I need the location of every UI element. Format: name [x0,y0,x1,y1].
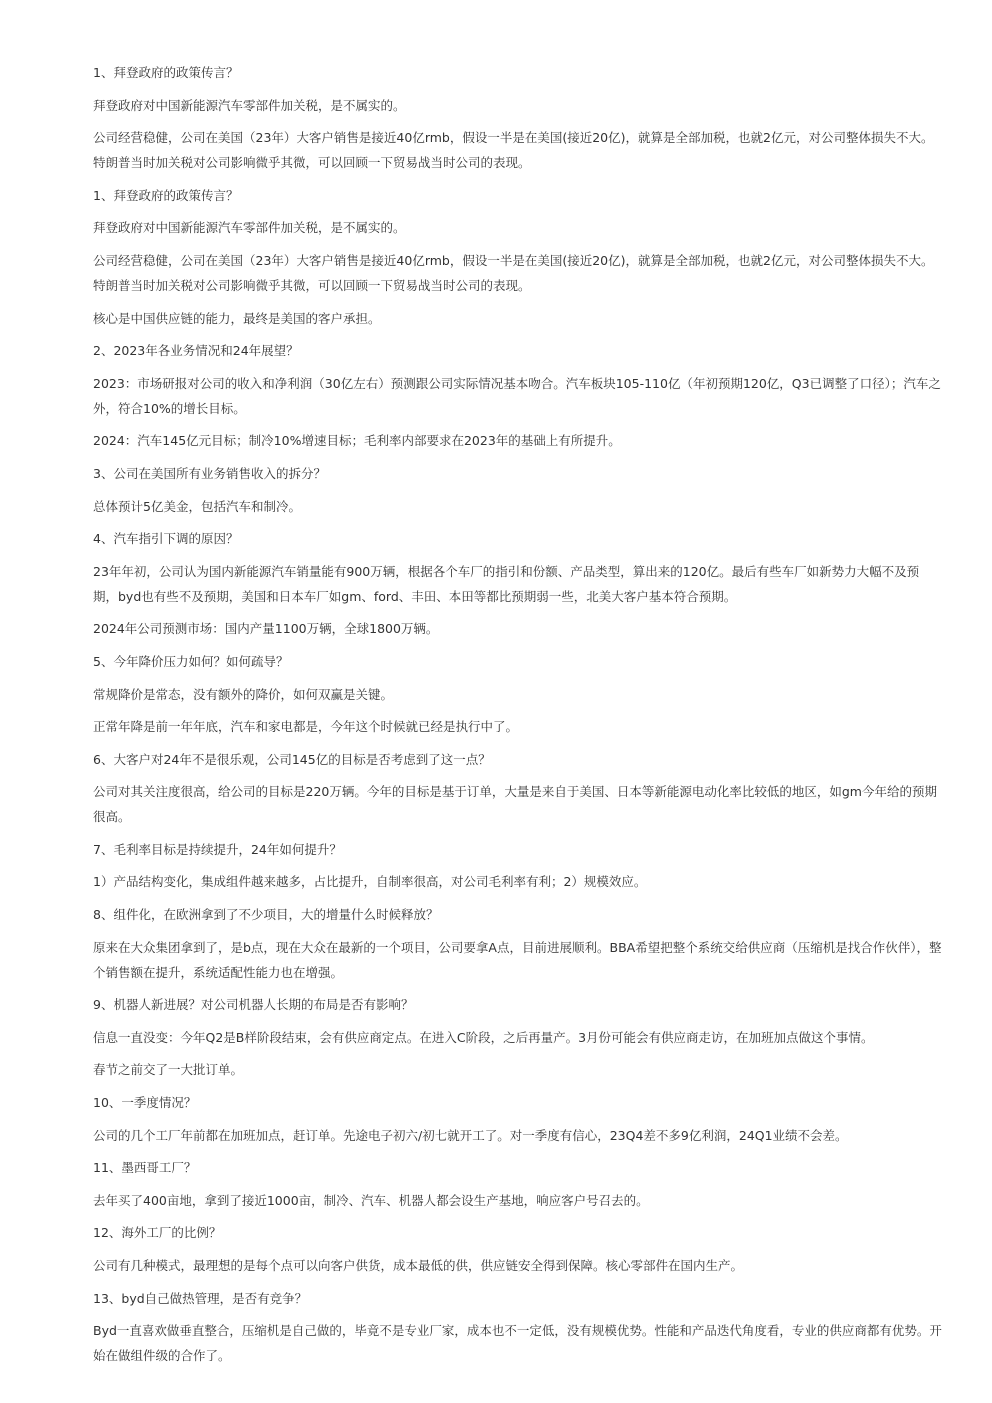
answer-paragraph: 原来在大众集团拿到了，是b点，现在大众在最新的一个项目，公司要拿A点，目前进展顺利。BBA希望把整个系统交给供应商（压缩机是找合作伙伴），整个销售额在提升，系统适配性能力也在增强。 [93,939,942,980]
question-heading: 7、毛利率目标是持续提升，24年如何提升？ [93,841,342,857]
answer-paragraph: 核心是中国供应链的能力，最终是美国的客户承担。 [93,310,381,326]
answer-paragraph: 拜登政府对中国新能源汽车零部件加关税，是不属实的。 [93,97,406,113]
answer-paragraph: 春节之前交了一大批订单。 [93,1062,244,1078]
document-body [93,60,943,1376]
answer-paragraph: 公司经营稳健，公司在美国（23年）大客户销售是接近40亿rmb，假设一半是在美国(接近20亿)，就算是全部加税，也就2亿元，对公司整体损失不大。特朗普当时加关税对公司影响微乎其微，可以回顾一下贸易战当时公司的表现。 [93,130,934,171]
answer-paragraph: 2024年公司预测市场：国内产量1100万辆，全球1800万辆。 [93,621,439,637]
question-heading: 12、海外工厂的比例？ [93,1225,222,1241]
question-heading: 5、今年降价压力如何？如何疏导？ [93,653,289,669]
question-heading: 8、组件化，在欧洲拿到了不少项目，大的增量什么时候释放？ [93,907,439,923]
question-heading: 2、2023年各业务情况和24年展望？ [93,343,299,359]
answer-paragraph: 总体预计5亿美金，包括汽车和制冷。 [93,498,301,514]
question-heading: 13、byd自己做热管理，是否有竞争？ [93,1290,308,1306]
question-heading: 6、大客户对24年不是很乐观，公司145亿的目标是否考虑到了这一点？ [93,751,491,767]
answer-paragraph: 1）产品结构变化，集成组件越来越多，占比提升，自制率很高，对公司毛利率有利；2）规模效应。 [93,874,647,890]
answer-paragraph: 2023：市场研报对公司的收入和净利润（30亿左右）预测跟公司实际情况基本吻合。汽车板块105-110亿（年初预期120亿，Q3已调整了口径）；汽车之外，符合10%的增长目标。 [93,375,941,416]
answer-paragraph: 正常年降是前一年年底，汽车和家电都是，今年这个时候就已经是执行中了。 [93,719,519,735]
answer-paragraph: Byd一直喜欢做垂直整合，压缩机是自己做的，毕竟不是专业厂家，成本也不一定低，没有规模优势。性能和产品迭代角度看，专业的供应商都有优势。开始在做组件级的合作了。 [93,1323,942,1364]
answer-paragraph: 常规降价是常态，没有额外的降价，如何双赢是关键。 [93,686,394,702]
answer-paragraph: 23年年初，公司认为国内新能源汽车销量能有900万辆，根据各个车厂的指引和份额、产品类型，算出来的120亿。最后有些车厂如新势力大幅不及预期，byd也有些不及预期，美国和日本车厂如gm、ford、丰田、本田等都比预期弱一些，北美大客户基本符合预期。 [93,563,920,604]
question-heading: 4、汽车指引下调的原因？ [93,531,239,547]
answer-paragraph: 信息一直没变：今年Q2是B样阶段结束，会有供应商定点。在进入C阶段，之后再量产。3月份可能会有供应商走访，在加班加点做这个事情。 [93,1029,874,1045]
answer-paragraph: 公司经营稳健，公司在美国（23年）大客户销售是接近40亿rmb，假设一半是在美国(接近20亿)，就算是全部加税，也就2亿元，对公司整体损失不大。特朗普当时加关税对公司影响微乎其微，可以回顾一下贸易战当时公司的表现。 [93,252,934,293]
question-heading: 10、一季度情况？ [93,1095,197,1111]
question-heading: 11、墨西哥工厂？ [93,1160,197,1176]
question-heading: 1、拜登政府的政策传言？ [93,65,239,80]
answer-paragraph: 公司有几种模式，最理想的是每个点可以向客户供货，成本最低的供，供应链安全得到保障。核心零部件在国内生产。 [93,1258,744,1273]
question-heading: 9、机器人新进展？对公司机器人长期的布局是否有影响？ [93,997,414,1013]
question-heading: 1、拜登政府的政策传言？ [93,187,239,203]
answer-paragraph: 2024：汽车145亿元目标；制冷10%增速目标；毛利率内部要求在2023年的基础上有所提升。 [93,433,621,449]
answer-paragraph: 去年买了400亩地，拿到了接近1000亩，制冷、汽车、机器人都会设生产基地，响应客户号召去的。 [93,1192,649,1208]
answer-paragraph: 拜登政府对中国新能源汽车零部件加关税，是不属实的。 [93,220,406,236]
question-heading: 3、公司在美国所有业务销售收入的拆分？ [93,465,326,481]
answer-paragraph: 公司对其关注度很高，给公司的目标是220万辆。今年的目标是基于订单，大量是来自于美国、日本等新能源电动化率比较低的地区，如gm今年给的预期很高。 [93,784,937,825]
answer-paragraph: 公司的几个工厂年前都在加班加点，赶订单。先途电子初六/初七就开工了。对一季度有信心，23Q4差不多9亿利润，24Q1业绩不会差。 [93,1127,848,1143]
